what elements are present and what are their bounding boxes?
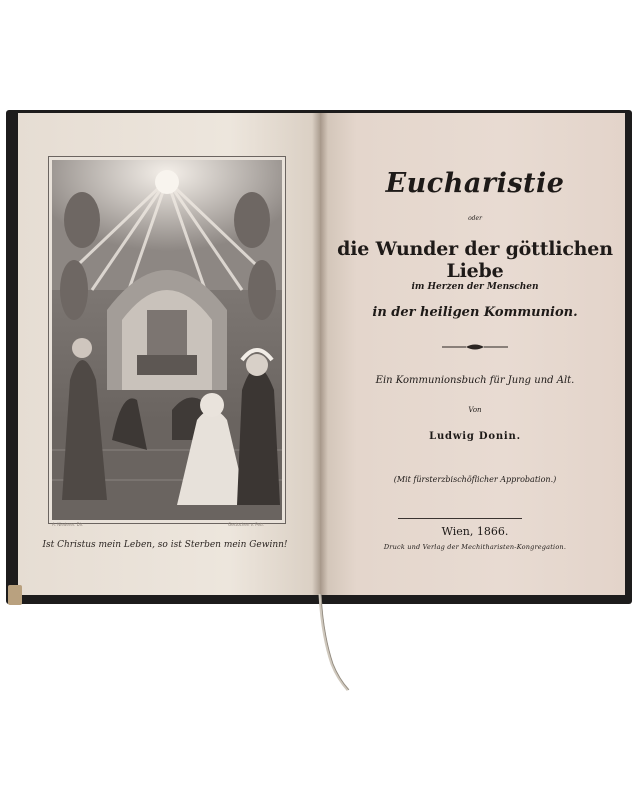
bookmark-ribbon (316, 594, 356, 694)
frontispiece-engraving (52, 160, 282, 520)
engraver-credit-right: Gestochen v. Petr. (228, 522, 265, 527)
subtitle-line-2: im Herzen der Menschen (411, 282, 539, 292)
author-prefix: Von (468, 406, 482, 414)
book-gutter (312, 113, 328, 595)
frontispiece-plate (48, 156, 286, 524)
engraver-credit-left: A. Niederer. Dir. (52, 522, 84, 527)
subtitle-line-3: in der heiligen Kommunion. (372, 305, 578, 320)
place-and-year: Wien, 1866. (441, 525, 509, 538)
subtitle-line-1: die Wunder der göttlichen Liebe (337, 238, 613, 282)
page-edge-wear (8, 585, 22, 605)
approbation-note: (Mit fürsterzbischöflicher Approbation.) (393, 475, 557, 484)
title-connector: oder (468, 215, 482, 222)
ornament-divider (442, 343, 508, 351)
frontispiece-caption: Ist Christus mein Leben, so ist Sterben mein Gewinn! (42, 540, 288, 550)
book-title: Eucharistie (385, 168, 565, 199)
author-name: Ludwig Donin. (429, 431, 521, 442)
publisher-line: Druck und Verlag der Mechitharisten-Kongregation. (383, 543, 567, 551)
imprint-rule (398, 518, 522, 519)
book-description: Ein Kommunionsbuch für Jung und Alt. (375, 375, 575, 386)
